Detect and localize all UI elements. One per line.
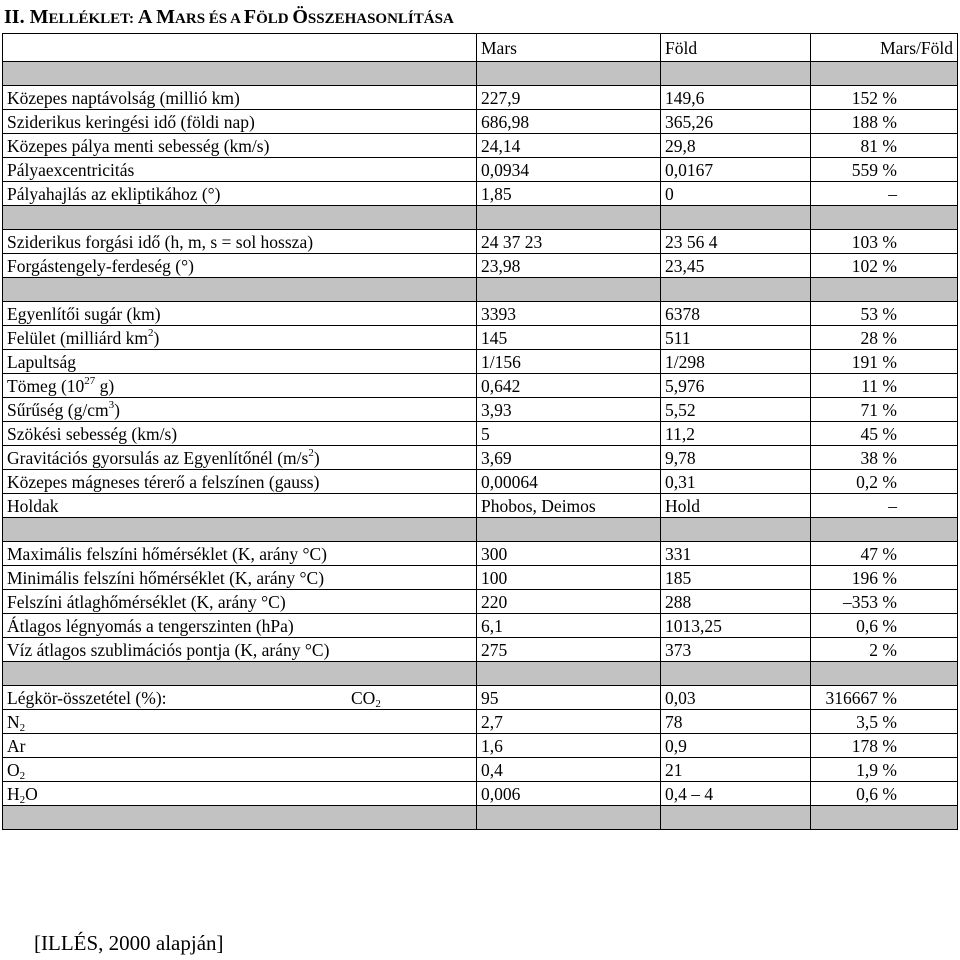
header-ratio: Mars/Föld [811,34,958,62]
section-separator-row [3,206,958,230]
ratio-value-cell: 188 % [811,110,958,134]
row-label-sup: 3 [108,398,115,411]
row-label: Felület (milliárd km [7,327,148,348]
separator-cell [661,206,811,230]
header-blank-cell [3,34,477,62]
fold-value-cell: Hold [661,494,811,518]
row-label-sup: 27 [84,374,96,387]
section-separator-row [3,806,958,830]
fold-value-cell: 23 56 4 [661,230,811,254]
ratio-value-cell: 81 % [811,134,958,158]
row-label-cell [3,542,477,566]
row-label-cell [3,614,477,638]
ratio-value-cell: – [811,494,958,518]
separator-cell [661,662,811,686]
row-label-cell [3,302,477,326]
row-label-cell [3,398,477,422]
title-part-cap: M [156,6,176,28]
table-row [3,758,958,782]
fold-value-cell: 365,26 [661,110,811,134]
header-mars: Mars [477,34,661,62]
table-row [3,710,958,734]
fold-value-cell: 78 [661,710,811,734]
row-label-sup: 2 [147,326,154,339]
row-label-cell [3,710,477,734]
ratio-value-cell: 191 % [811,350,958,374]
row-label-cell [3,566,477,590]
separator-cell [477,518,661,542]
mars-value-cell: 5 [477,422,661,446]
fold-value-cell: 288 [661,590,811,614]
row-label-cell [3,350,477,374]
comparison-table [2,33,958,830]
row-label-sub: 2 [19,769,26,782]
row-label-cell [3,734,477,758]
fold-value-cell: 9,78 [661,446,811,470]
table-row [3,446,958,470]
separator-cell [477,662,661,686]
page-title [4,4,454,30]
ratio-value-cell: 45 % [811,422,958,446]
row-label-cell [3,782,477,806]
fold-value-cell: 331 [661,542,811,566]
row-label-tail: g) [95,375,115,396]
row-label-cell [3,638,477,662]
table-row [3,686,958,710]
table-row [3,230,958,254]
table-row [3,398,958,422]
separator-cell [661,278,811,302]
row-label-sup: 2 [308,446,314,459]
separator-cell [811,662,958,686]
mars-value-cell: 686,98 [477,110,661,134]
separator-cell [477,206,661,230]
separator-cell [477,278,661,302]
row-label: Közepes pálya menti sebesség (km/s) [7,135,270,156]
table-row [3,326,958,350]
row-label-cell [3,470,477,494]
ratio-value-cell: 178 % [811,734,958,758]
row-label-cell [3,758,477,782]
mars-value-cell: Phobos, Deimos [477,494,661,518]
mars-value-cell: 145 [477,326,661,350]
table-row [3,302,958,326]
table-header-row [3,34,958,62]
table-row [3,422,958,446]
mars-value-cell: 6,1 [477,614,661,638]
table-row [3,590,958,614]
table-row [3,470,958,494]
row-label: Szökési sebesség (km/s) [7,423,178,444]
row-label-cell [3,182,477,206]
title-text [30,6,454,28]
ratio-value-cell: 3,5 % [811,710,958,734]
separator-cell [3,278,477,302]
row-label-cell [3,686,477,710]
mars-value-cell: 0,00064 [477,470,661,494]
row-label: Maximális felszíni hőmérséklet (K, arány °C) [7,543,327,564]
mars-value-cell: 100 [477,566,661,590]
fold-value-cell: 511 [661,326,811,350]
row-label: Sűrűség (g/cm [7,399,109,420]
row-label: Forgástengely-ferdeség (°) [7,255,194,276]
separator-cell [477,62,661,86]
mars-value-cell: 220 [477,590,661,614]
separator-cell [661,518,811,542]
ratio-value-cell: – [811,182,958,206]
table-row [3,542,958,566]
row-label-cell [3,134,477,158]
table-row [3,614,958,638]
separator-cell [661,806,811,830]
mars-value-cell: 0,642 [477,374,661,398]
fold-value-cell: 0,4 – 4 [661,782,811,806]
ratio-value-cell: 559 % [811,158,958,182]
table-row [3,638,958,662]
row-label-cell [3,326,477,350]
mars-value-cell: 2,7 [477,710,661,734]
separator-cell [3,806,477,830]
row-label-cell [3,230,477,254]
separator-cell [811,518,958,542]
fold-value-cell: 29,8 [661,134,811,158]
mars-value-cell: 1,6 [477,734,661,758]
table-row [3,350,958,374]
row-label: Sziderikus forgási idő (h, m, s = sol hossza) [7,231,314,252]
row-label: N [7,711,20,732]
mars-value-cell: 275 [477,638,661,662]
mars-value-cell: 1/156 [477,350,661,374]
table-row [3,494,958,518]
title-part-smallcaps: ÖLD [256,11,293,27]
title-part-smallcaps: ARS ÉS A [175,11,244,27]
row-label: Légkör-összetétel (%): [7,687,167,708]
row-label-tail: ) [114,399,120,420]
row-label: Lapultság [7,351,77,372]
separator-cell [477,806,661,830]
ratio-value-cell: 71 % [811,398,958,422]
section-separator-row [3,62,958,86]
fold-value-cell: 0,9 [661,734,811,758]
fold-value-cell: 373 [661,638,811,662]
separator-cell [3,518,477,542]
row-label: Ar [7,735,26,756]
row-label-cell [3,110,477,134]
row-label: H [7,783,20,804]
separator-cell [811,806,958,830]
title-part-cap: M [29,6,49,28]
title-part-cap: Ö [292,6,308,28]
ratio-value-cell: 47 % [811,542,958,566]
row-label-cell [3,374,477,398]
row-label: Közepes mágneses térerő a felszínen (gauss) [7,471,320,492]
ratio-value-cell: 38 % [811,446,958,470]
ratio-value-cell: 28 % [811,326,958,350]
ratio-value-cell: 0,6 % [811,782,958,806]
ratio-value-cell: 11 % [811,374,958,398]
separator-cell [3,206,477,230]
row-label-chem-sub: 2 [375,697,381,710]
row-label-cell [3,86,477,110]
fold-value-cell: 0,0167 [661,158,811,182]
table-row [3,158,958,182]
table-row [3,782,958,806]
ratio-value-cell: 2 % [811,638,958,662]
ratio-value-cell: 316667 % [811,686,958,710]
title-part-cap: A [137,6,157,28]
row-label-tail: ) [313,447,320,468]
ratio-value-cell: 103 % [811,230,958,254]
fold-value-cell: 5,976 [661,374,811,398]
row-label-cell [3,590,477,614]
row-label: Közepes naptávolság (millió km) [7,87,240,108]
fold-value-cell: 1/298 [661,350,811,374]
fold-value-cell: 11,2 [661,422,811,446]
ratio-value-cell: 102 % [811,254,958,278]
mars-value-cell: 227,9 [477,86,661,110]
row-label: Sziderikus keringési idő (földi nap) [7,111,255,132]
mars-value-cell: 3,69 [477,446,661,470]
row-label: Egyenlítői sugár (km) [7,303,161,324]
fold-value-cell: 6378 [661,302,811,326]
row-label: O [7,759,20,780]
ratio-value-cell: 0,6 % [811,614,958,638]
fold-value-cell: 5,52 [661,398,811,422]
fold-value-cell: 149,6 [661,86,811,110]
fold-value-cell: 0,03 [661,686,811,710]
fold-value-cell: 23,45 [661,254,811,278]
fold-value-cell: 0,31 [661,470,811,494]
table-row [3,374,958,398]
fold-value-cell: 21 [661,758,811,782]
row-label-tail: ) [153,327,160,348]
table-row [3,566,958,590]
mars-value-cell: 3393 [477,302,661,326]
mars-value-cell: 23,98 [477,254,661,278]
section-separator-row [3,662,958,686]
mars-value-cell: 0,006 [477,782,661,806]
table-row [3,734,958,758]
mars-value-cell: 3,93 [477,398,661,422]
row-label: Gravitációs gyorsulás az Egyenlítőnél (m/s [7,447,309,468]
ratio-value-cell: 53 % [811,302,958,326]
section-separator-row [3,518,958,542]
source-citation: [ILLÉS, 2000 alapján] [34,931,224,955]
row-label-tail: O [25,783,38,804]
ratio-value-cell: 1,9 % [811,758,958,782]
table-row [3,110,958,134]
mars-value-cell: 24 37 23 [477,230,661,254]
separator-cell [3,62,477,86]
row-label-cell [3,254,477,278]
ratio-value-cell: 0,2 % [811,470,958,494]
title-part-smallcaps: SSZEHASONLÍTÁSA [307,11,454,27]
mars-value-cell: 0,4 [477,758,661,782]
ratio-value-cell: –353 % [811,590,958,614]
fold-value-cell: 1013,25 [661,614,811,638]
table-row [3,254,958,278]
mars-value-cell: 95 [477,686,661,710]
row-label: Minimális felszíni hőmérséklet (K, arány °C) [7,567,325,588]
table-row [3,134,958,158]
row-label-cell [3,494,477,518]
row-label-cell [3,158,477,182]
separator-cell [661,62,811,86]
header-fold: Föld [661,34,811,62]
table-body [3,34,958,830]
row-label: Átlagos légnyomás a tengerszinten (hPa) [7,615,294,636]
row-label: Víz átlagos szublimációs pontja (K, arány °C) [7,639,330,660]
row-label: Tömeg (10 [7,375,85,396]
ratio-value-cell: 196 % [811,566,958,590]
row-label-cell [3,422,477,446]
separator-cell [3,662,477,686]
row-label: Felszíni átlaghőmérséklet (K, arány °C) [7,591,286,612]
fold-value-cell: 185 [661,566,811,590]
mars-value-cell: 0,0934 [477,158,661,182]
separator-cell [811,278,958,302]
row-label: Pályaexcentricitás [7,159,135,180]
row-label: Pályahajlás az ekliptikához (°) [7,183,221,204]
mars-value-cell: 300 [477,542,661,566]
title-numeral: II. [4,6,30,28]
title-part-smallcaps: ELLÉKLET: [48,11,138,27]
table-row [3,86,958,110]
separator-cell [811,206,958,230]
table-row [3,182,958,206]
ratio-value-cell: 152 % [811,86,958,110]
row-label-sub: 2 [19,793,26,806]
section-separator-row [3,278,958,302]
title-part-cap: F [243,6,257,28]
row-label: Holdak [7,495,59,516]
mars-value-cell: 1,85 [477,182,661,206]
mars-value-cell: 24,14 [477,134,661,158]
row-label-chem: CO [351,687,376,708]
row-label-sub: 2 [19,721,26,734]
separator-cell [811,62,958,86]
fold-value-cell: 0 [661,182,811,206]
row-label-cell [3,446,477,470]
